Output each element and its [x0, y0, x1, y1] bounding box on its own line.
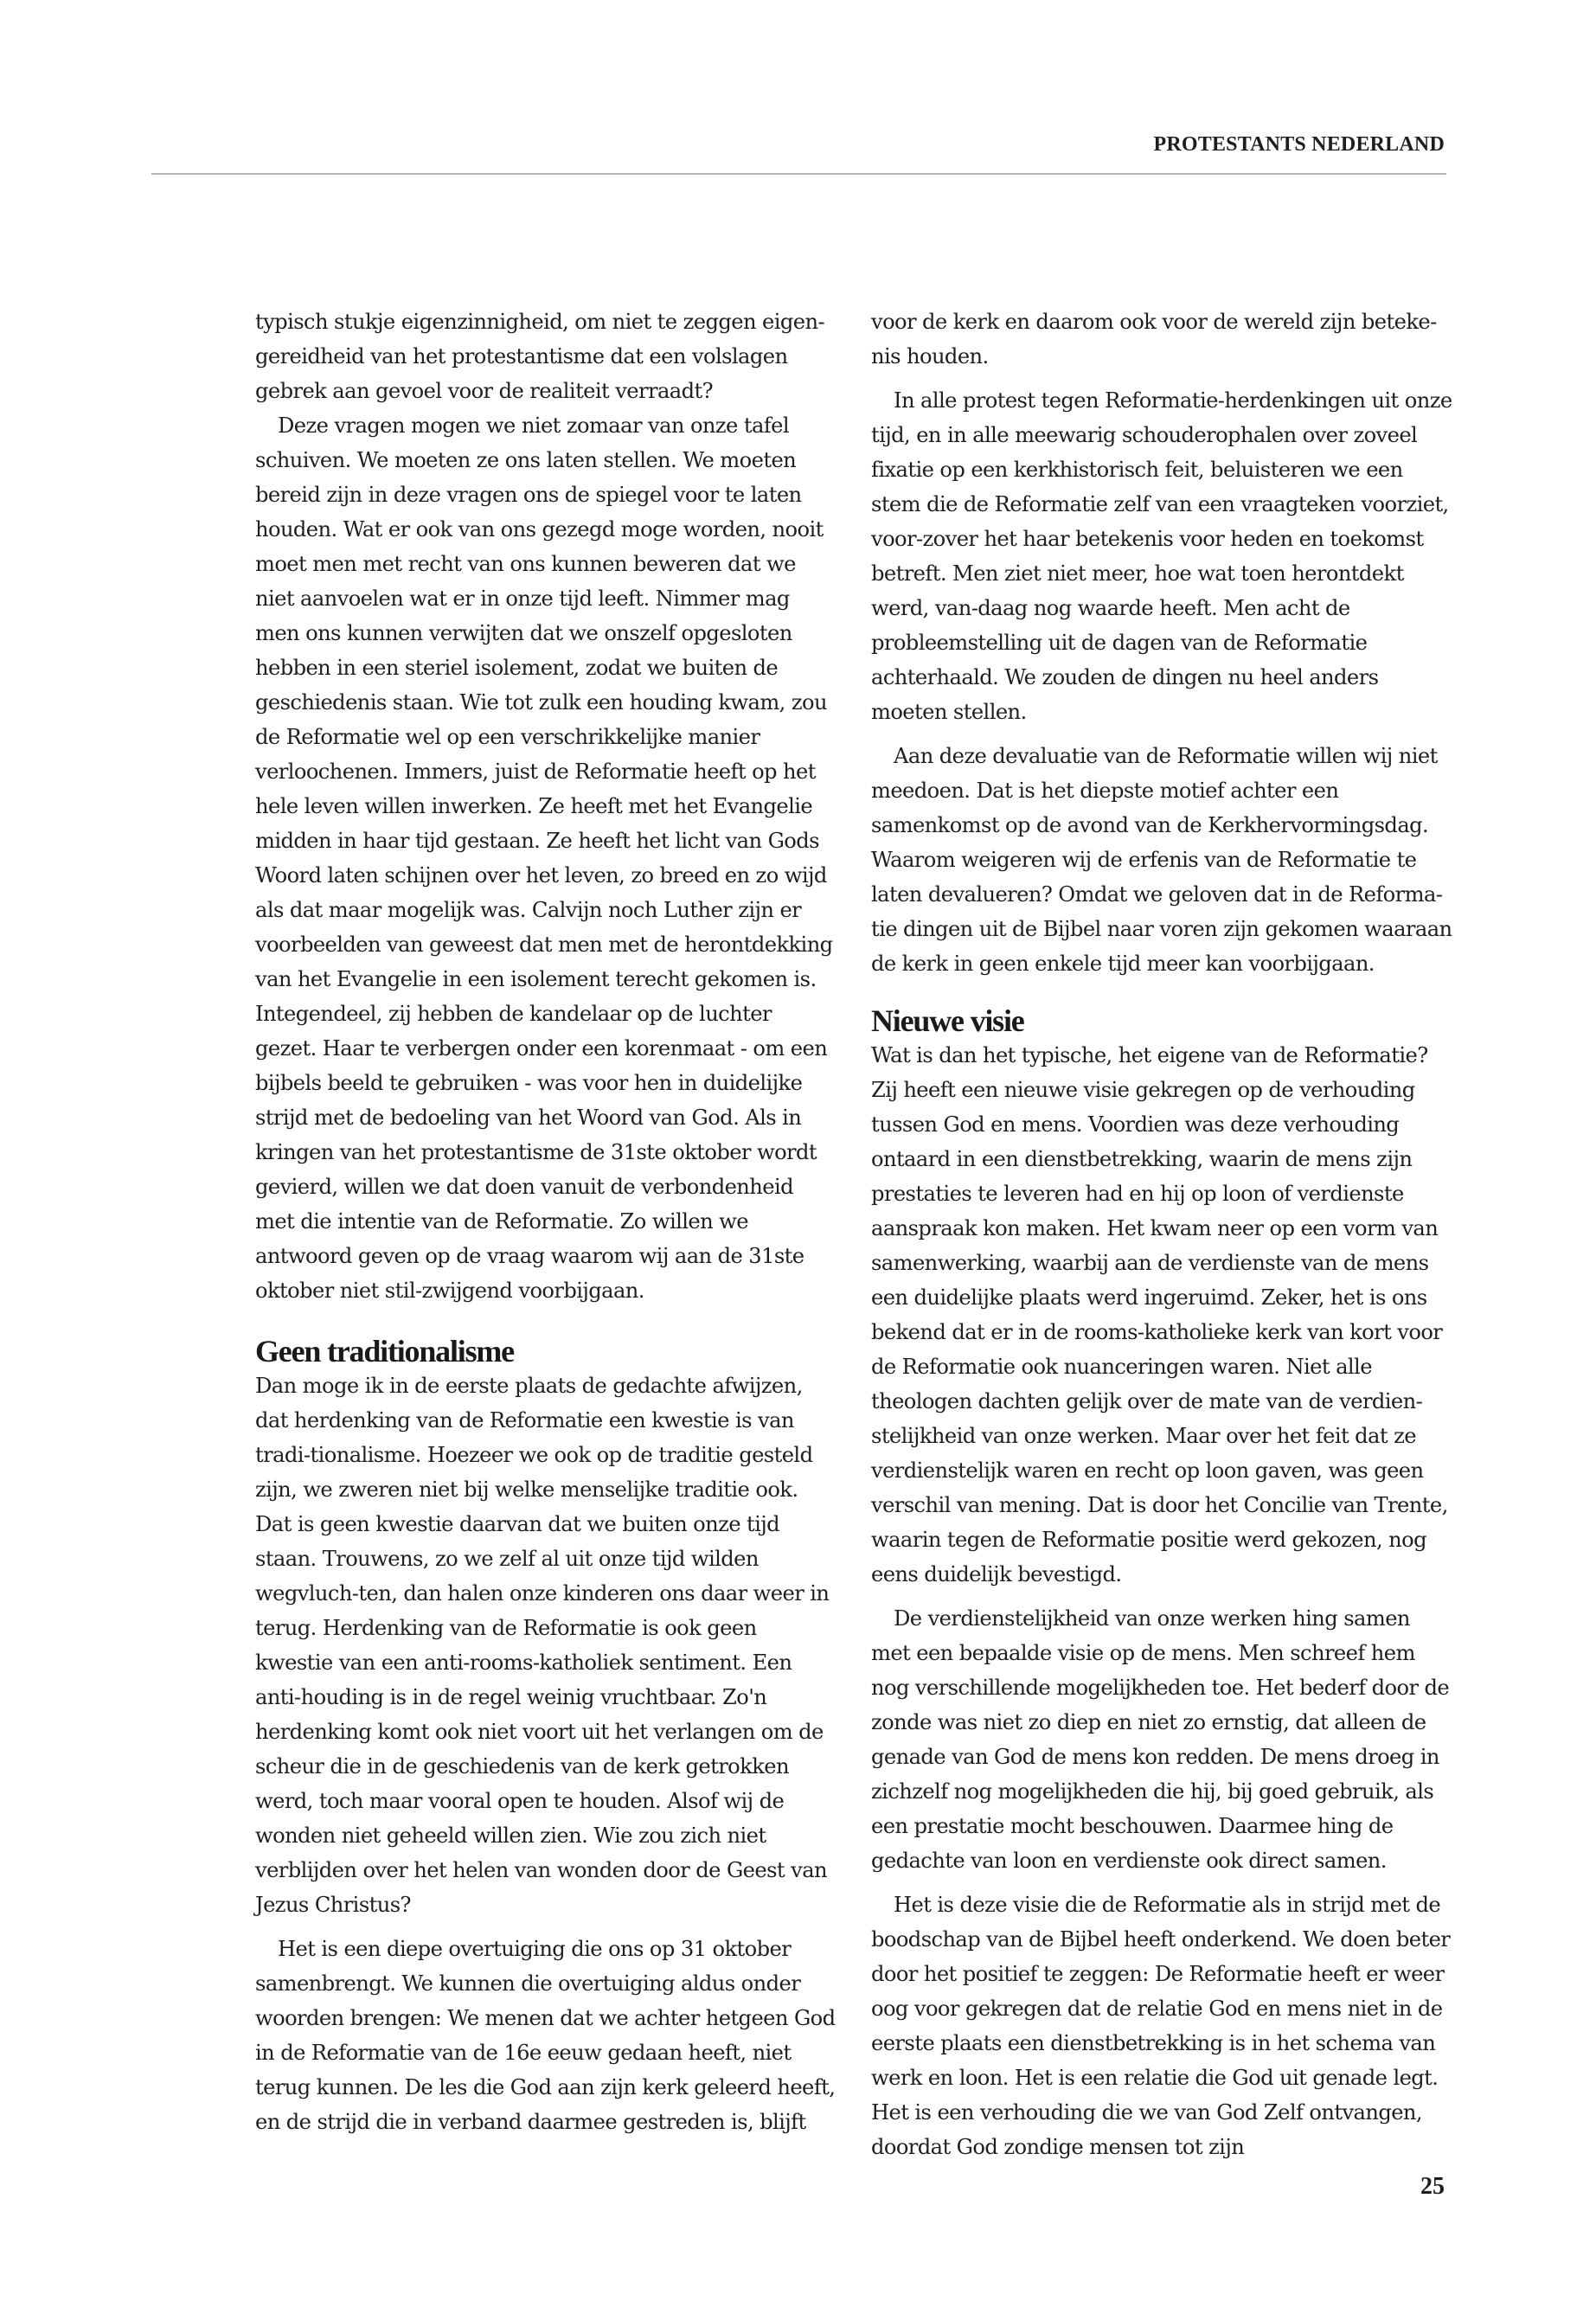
section-heading-geen-traditionalisme: Geen traditionalisme: [255, 1334, 514, 1368]
page-number: 25: [1420, 2173, 1445, 2200]
header-rule: [151, 173, 1446, 175]
right-paragraph-2: In alle protest tegen Reformatie-herdenkingen uit onze tijd, en in alle meewarig schouderophalen over zoveel fixatie op een kerkhistorisch feit, beluisteren we een stem die de Reformatie zelf van een vraagteken voorziet, voor-zover het haar betekenis voor heden en toekomst betreft. Men ziet niet meer, hoe wat toen herontdekt werd, van-daag nog waarde heeft. Men acht de probleemstelling uit de dagen van de Reformatie achterhaald. We zouden de dingen nu heel anders moeten stellen.: [871, 388, 1452, 724]
left-column: [255, 304, 836, 2139]
left-paragraph-2: Deze vragen mogen we niet zomaar van onze tafel schuiven. We moeten ze ons laten stellen. We moeten bereid zijn in deze vragen ons de spiegel voor te laten houden. Wat er ook van ons gezegd moge worden, nooit moet men met recht van ons kunnen beweren dat we niet aanvoelen wat er in onze tijd leeft. Nimmer mag men ons kunnen verwijten dat we onszelf opgesloten hebben in een steriel isolement, zodat we buiten de geschiedenis staan. Wie tot zulk een houding kwam, zou de Reformatie wel op een verschrikkelijke manier verloochenen. Immers, juist de Reformatie heeft op het hele leven willen inwerken. Ze heeft met het Evangelie midden in haar tijd gestaan. Ze heeft het licht van Gods Woord laten schijnen over het leven, zo breed en zo wijd als dat maar mogelijk was. Calvijn noch Luther zijn er voorbeelden van geweest dat men met de herontdekking van het Evangelie in een isolement terecht gekomen is. Integendeel, zij hebben de kandelaar op de luchter gezet. Haar te verbergen onder een korenmaat - om een bijbels beeld te gebruiken - was voor hen in duidelijke strijd met de bedoeling van het Woord van God. Als in kringen van het protestantisme de 31ste oktober wordt gevierd, willen we dat doen vanuit de verbondenheid met die intentie van de Reformatie. Zo willen we antwoord geven op de vraag waarom wij aan de 31ste oktober niet stil-zwijgend voorbijgaan.: [255, 413, 833, 1303]
right-column: [871, 304, 1452, 2164]
section-heading-nieuwe-visie: Nieuwe visie: [871, 1003, 1024, 1038]
right-paragraph-5: De verdienstelijkheid van onze werken hing samen met een bepaalde visie op de mens. Men schreef hem nog verschillende mogelijkheden toe. Het bederf door de zonde was niet zo diep en niet zo ernstig, dat alleen de genade van God de mens kon redden. De mens droeg in zichzelf nog mogelijkheden die hij, bij goed gebruik, als een prestatie mocht beschouwen. Daarmee hing de gedachte van loon en verdienste ook direct samen.: [871, 1606, 1450, 1873]
left-paragraph-3: Dan moge ik in de eerste plaats de gedachte afwijzen, dat herdenking van de Reformatie een kwestie is van tradi-tionalisme. Hoezeer we ook op de traditie gesteld zijn, we zweren niet bij welke menselijke traditie ook. Dat is geen kwestie daarvan dat we buiten onze tijd staan. Trouwens, zo we zelf al uit onze tijd wilden wegvluch-ten, dan halen onze kinderen ons daar weer in terug. Herdenking van de Reformatie is ook geen kwestie van een anti-rooms-katholiek sentiment. Een anti-houding is in de regel weinig vruchtbaar. Zo'n herdenking komt ook niet voort uit het verlangen om de scheur die in de geschiedenis van de kerk getrokken werd, toch maar vooral open te houden. Alsof wij de wonden niet geheeld willen zien. Wie zou zich niet verblijden over het helen van wonden door de Geest van Jezus Christus?: [255, 1374, 830, 1917]
left-paragraph-4: Het is een diepe overtuiging die ons op 31 oktober samenbrengt. We kunnen die overtuiging aldus onder woorden brengen: We menen dat we achter hetgeen God in de Reformatie van de 16e eeuw gedaan heeft, niet terug kunnen. De les die God aan zijn kerk geleerd heeft, en de strijd die in verband daarmee gestreden is, blijft: [255, 1937, 836, 2134]
running-header: PROTESTANTS NEDERLAND: [1153, 133, 1445, 156]
right-paragraph-4: Wat is dan het typische, het eigene van de Reformatie? Zij heeft een nieuwe visie gekregen op de verhouding tussen God en mens. Voordien was deze verhouding ontaard in een dienstbetrekking, waarin de mens zijn prestaties te leveren had en hij op loon of verdienste aanspraak kon maken. Het kwam neer op een vorm van samenwerking, waarbij aan de verdienste van de mens een duidelijke plaats werd ingeruimd. Zeker, het is ons bekend dat er in de rooms-katholieke kerk van kort voor de Reformatie ook nuanceringen waren. Niet alle theologen dachten gelijk over de mate van de verdien-stelijkheid van onze werken. Maar over het feit dat ze verdienstelijk waren en recht op loon gaven, was geen verschil van mening. Dat is door het Concilie van Trente, waarin tegen de Reformatie positie werd gekozen, nog eens duidelijk bevestigd.: [871, 1043, 1448, 1586]
left-paragraph-1: typisch stukje eigenzinnigheid, om niet te zeggen eigen-gereidheid van het protestantisme dat een volslagen gebrek aan gevoel voor de realiteit verraadt?: [255, 310, 825, 403]
right-paragraph-3: Aan deze devaluatie van de Reformatie willen wij niet meedoen. Dat is het diepste motief achter een samenkomst op de avond van de Kerkhervormingsdag. Waarom weigeren wij de erfenis van de Reformatie te laten devalueren? Omdat we geloven dat in de Reforma-tie dingen uit de Bijbel naar voren zijn gekomen waaraan de kerk in geen enkele tijd meer kan voorbijgaan.: [871, 744, 1452, 976]
right-paragraph-6: Het is deze visie die de Reformatie als in strijd met de boodschap van de Bijbel heeft onderkend. We doen beter door het positief te zeggen: De Reformatie heeft er weer oog voor gekregen dat de relatie God en mens niet in de eerste plaats een dienstbetrekking is in het schema van werk en loon. Het is een relatie die God uit genade legt. Het is een verhouding die we van God Zelf ontvangen, doordat God zondige mensen tot zijn: [871, 1893, 1451, 2159]
right-paragraph-1: voor de kerk en daarom ook voor de wereld zijn beteke-nis houden.: [871, 310, 1437, 369]
